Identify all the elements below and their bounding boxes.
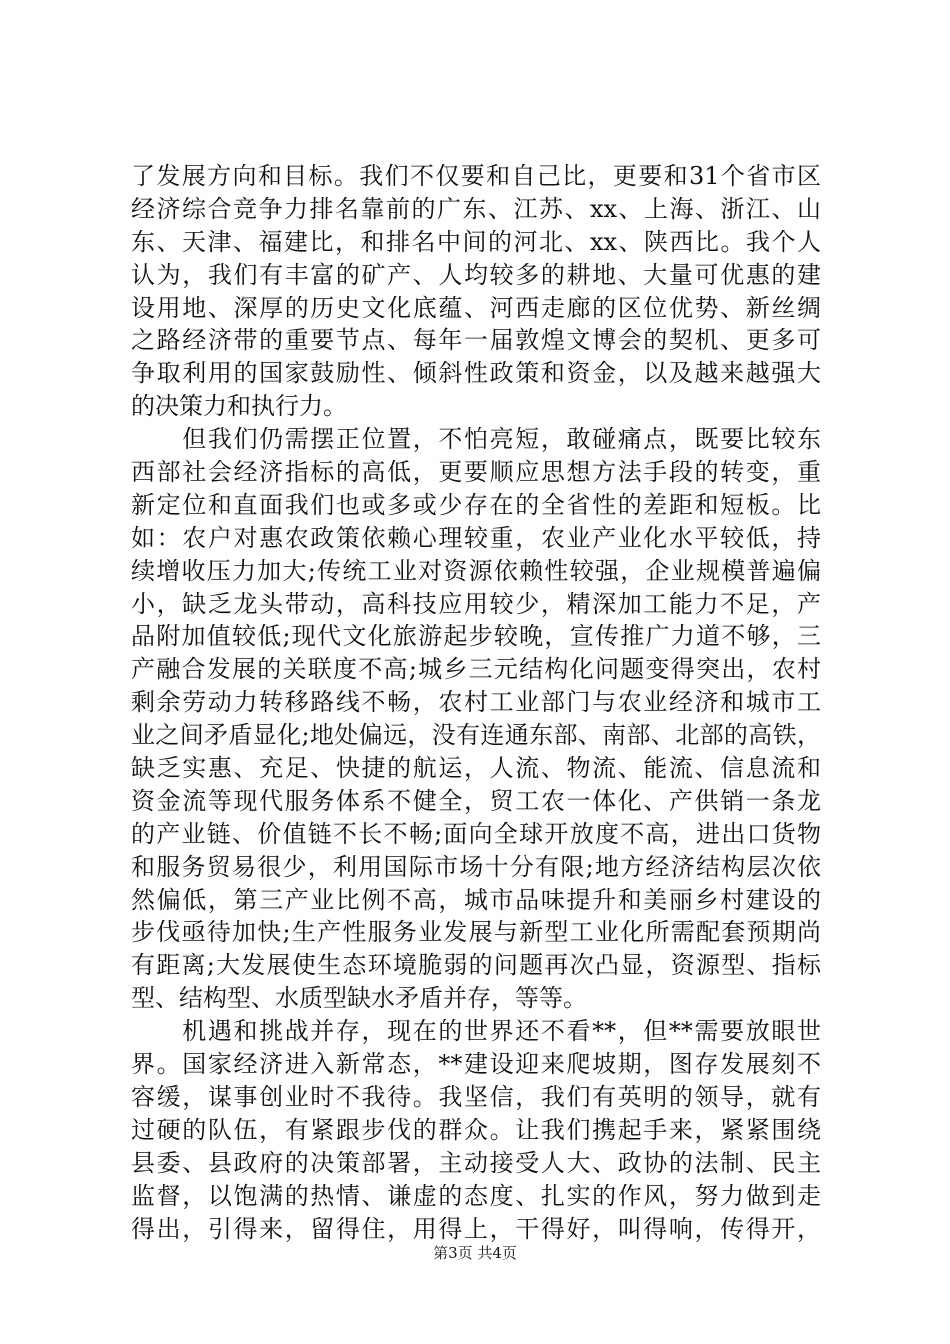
text-line: 缺乏实惠、充足、快捷的航运，人流、物流、能流、信息流和	[131, 754, 821, 783]
text-line: 新定位和直面我们也或多或少存在的全省性的差距和短板。比	[131, 490, 821, 519]
text-line: 经济综合竞争力排名靠前的广东、江苏、xx、上海、浙江、山	[131, 194, 821, 223]
text-line: 型、结构型、水质型缺水矛盾并存，等等。	[131, 984, 587, 1013]
text-line: 过硬的队伍，有紧跟步伐的群众。让我们携起手来，紧紧围绕	[131, 1115, 821, 1144]
text-line: 步伐亟待加快;生产性服务业发展与新型工业化所需配套预期尚	[131, 918, 821, 947]
document-body	[131, 160, 821, 1245]
text-line: 西部社会经济指标的高低，更要顺应思想方法手段的转变，重	[131, 458, 821, 487]
text-line: 有距离;大发展使生态环境脆弱的问题再次凸显，资源型、指标	[131, 951, 821, 980]
text-line: 剩余劳动力转移路线不畅，农村工业部门与农业经济和城市工	[131, 688, 821, 717]
text-line: 得出，引得来，留得住，用得上，干得好，叫得响，传得开，	[131, 1214, 821, 1243]
text-line: 业之间矛盾显化;地处偏远，没有连通东部、南部、北部的高铁，	[131, 721, 821, 750]
text-line: 资金流等现代服务体系不健全，贸工农一体化、产供销一条龙	[131, 786, 821, 815]
text-line: 小，缺乏龙头带动，高科技应用较少，精深加工能力不足，产	[131, 589, 821, 618]
text-line: 的决策力和执行力。	[131, 392, 347, 421]
text-line: 之路经济带的重要节点、每年一届敦煌文博会的契机、更多可	[131, 326, 821, 355]
text-line: 和服务贸易很少，利用国际市场十分有限;地方经济结构层次依	[131, 852, 821, 881]
text-line: 但我们仍需摆正位置，不怕亮短，敢碰痛点，既要比较东	[131, 425, 821, 454]
text-line: 争取利用的国家鼓励性、倾斜性政策和资金，以及越来越强大	[131, 359, 821, 388]
text-line: 的产业链、价值链不长不畅;面向全球开放度不高，进出口货物	[131, 819, 821, 848]
text-line: 县委、县政府的决策部署，主动接受人大、政协的法制、民主	[131, 1148, 821, 1177]
text-line: 容缓，谋事创业时不我待。我坚信，我们有英明的领导，就有	[131, 1082, 821, 1111]
text-line: 设用地、深厚的历史文化底蕴、河西走廊的区位优势、新丝绸	[131, 293, 821, 322]
text-line: 东、天津、福建比，和排名中间的河北、xx、陕西比。我个人	[131, 227, 821, 256]
text-line: 产融合发展的关联度不高;城乡三元结构化问题变得突出，农村	[131, 655, 821, 684]
text-line: 品附加值较低;现代文化旅游起步较晚，宣传推广力道不够，三	[131, 622, 821, 651]
text-line: 续增收压力加大;传统工业对资源依赖性较强，企业规模普遍偏	[131, 556, 821, 585]
page-number: 第3页 共4页	[433, 1244, 517, 1262]
text-line: 界。国家经济进入新常态，**建设迎来爬坡期，图存发展刻不	[131, 1050, 821, 1079]
text-line: 然偏低，第三产业比例不高，城市品味提升和美丽乡村建设的	[131, 885, 821, 914]
text-line: 认为，我们有丰富的矿产、人均较多的耕地、大量可优惠的建	[131, 260, 821, 289]
text-line: 机遇和挑战并存，现在的世界还不看**，但**需要放眼世	[131, 1017, 821, 1046]
text-line: 如：农户对惠农政策依赖心理较重，农业产业化水平较低，持	[131, 523, 821, 552]
text-line: 监督，以饱满的热情、谦虚的态度、扎实的作风，努力做到走	[131, 1181, 821, 1210]
text-line: 了发展方向和目标。我们不仅要和自己比，更要和31个省市区	[131, 162, 821, 190]
